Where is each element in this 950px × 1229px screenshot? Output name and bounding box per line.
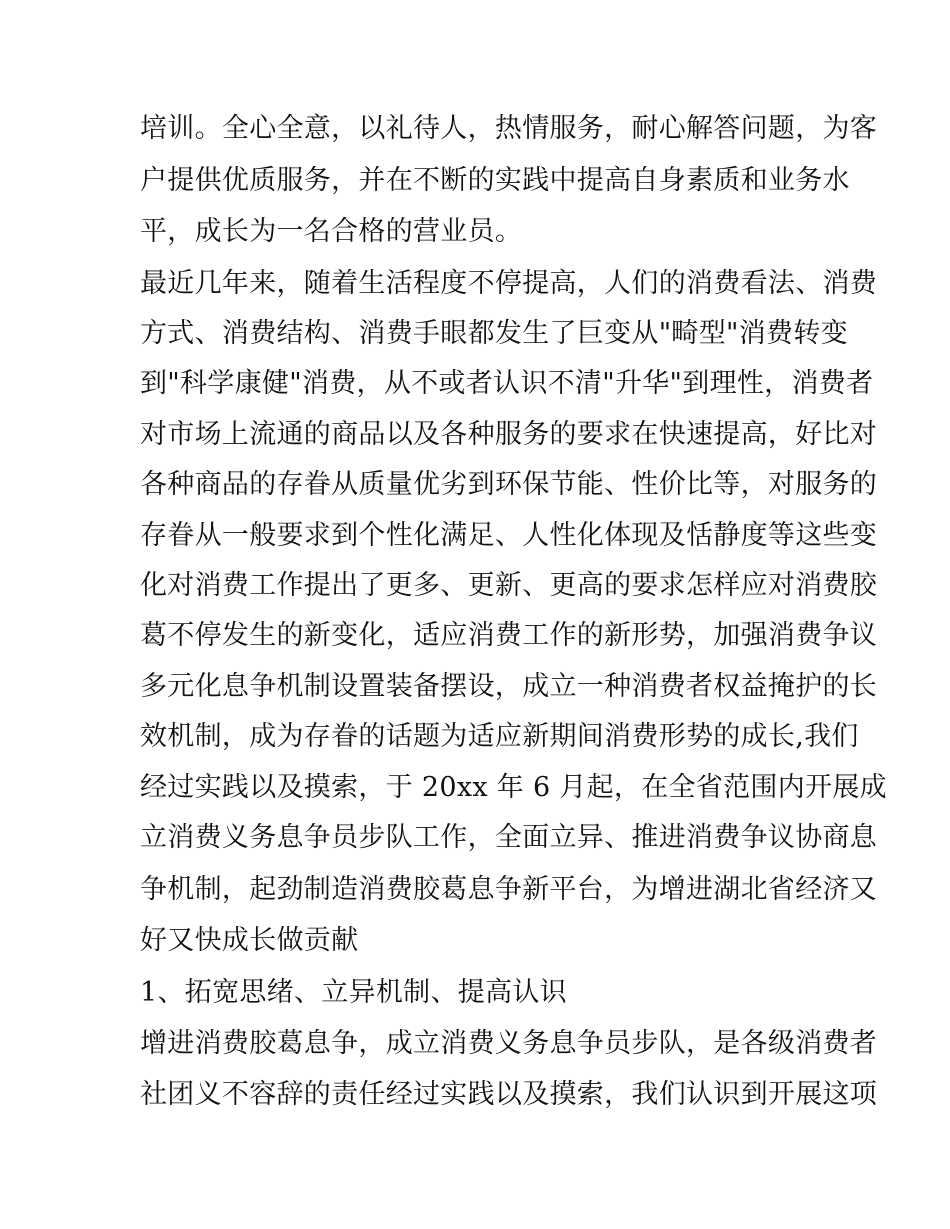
text-line: 平，成长为一名合格的营业员。	[140, 216, 523, 247]
text-line: 社团义不容辞的责任经过实践以及摸索，我们认识到开展这项	[140, 1079, 878, 1110]
text-line: 好又快成长做贡献	[140, 925, 359, 956]
text-line: 增进消费胶葛息争，成立消费义务息争员步队，是各级消费者	[140, 1028, 878, 1059]
text-line: 争机制，起劲制造消费胶葛息争新平台，为增进湖北省经济又	[140, 874, 878, 905]
text-line: 培训。全心全意，以礼待人，热情服务，耐心解答问题，为客	[140, 113, 878, 144]
text-line: 存眷从一般要求到个性化满足、人性化体现及恬静度等这些变	[140, 520, 878, 551]
text-line: 经过实践以及摸索，于 20xx 年 6 月起，在全省范围内开展成	[140, 772, 887, 803]
text-line: 立消费义务息争员步队工作，全面立异、推进消费争议协商息	[140, 822, 878, 853]
text-line: 对市场上流通的商品以及各种服务的要求在快速提高，好比对	[140, 419, 878, 450]
text-line: 多元化息争机制设置装备摆设，成立一种消费者权益掩护的长	[140, 671, 878, 702]
section-heading: 1、拓宽思绪、立异机制、提高认识	[140, 977, 567, 1008]
text-line: 到"科学康健"消费，从不或者认识不清"升华"到理性，消费者	[140, 368, 874, 399]
text-line: 各种商品的存眷从质量优劣到环保节能、性价比等，对服务的	[140, 469, 878, 500]
text-line: 最近几年来，随着生活程度不停提高，人们的消费看法、消费	[140, 268, 878, 299]
text-line: 化对消费工作提出了更多、更新、更高的要求怎样应对消费胶	[140, 570, 878, 601]
text-line: 户提供优质服务，并在不断的实践中提高自身素质和业务水	[140, 165, 850, 196]
text-line: 效机制，成为存眷的话题为适应新期间消费形势的成长,我们	[140, 721, 859, 752]
text-line: 方式、消费结构、消费手眼都发生了巨变从"畸型"消费转变	[140, 318, 848, 349]
text-line: 葛不停发生的新变化，适应消费工作的新形势，加强消费争议	[140, 620, 878, 651]
